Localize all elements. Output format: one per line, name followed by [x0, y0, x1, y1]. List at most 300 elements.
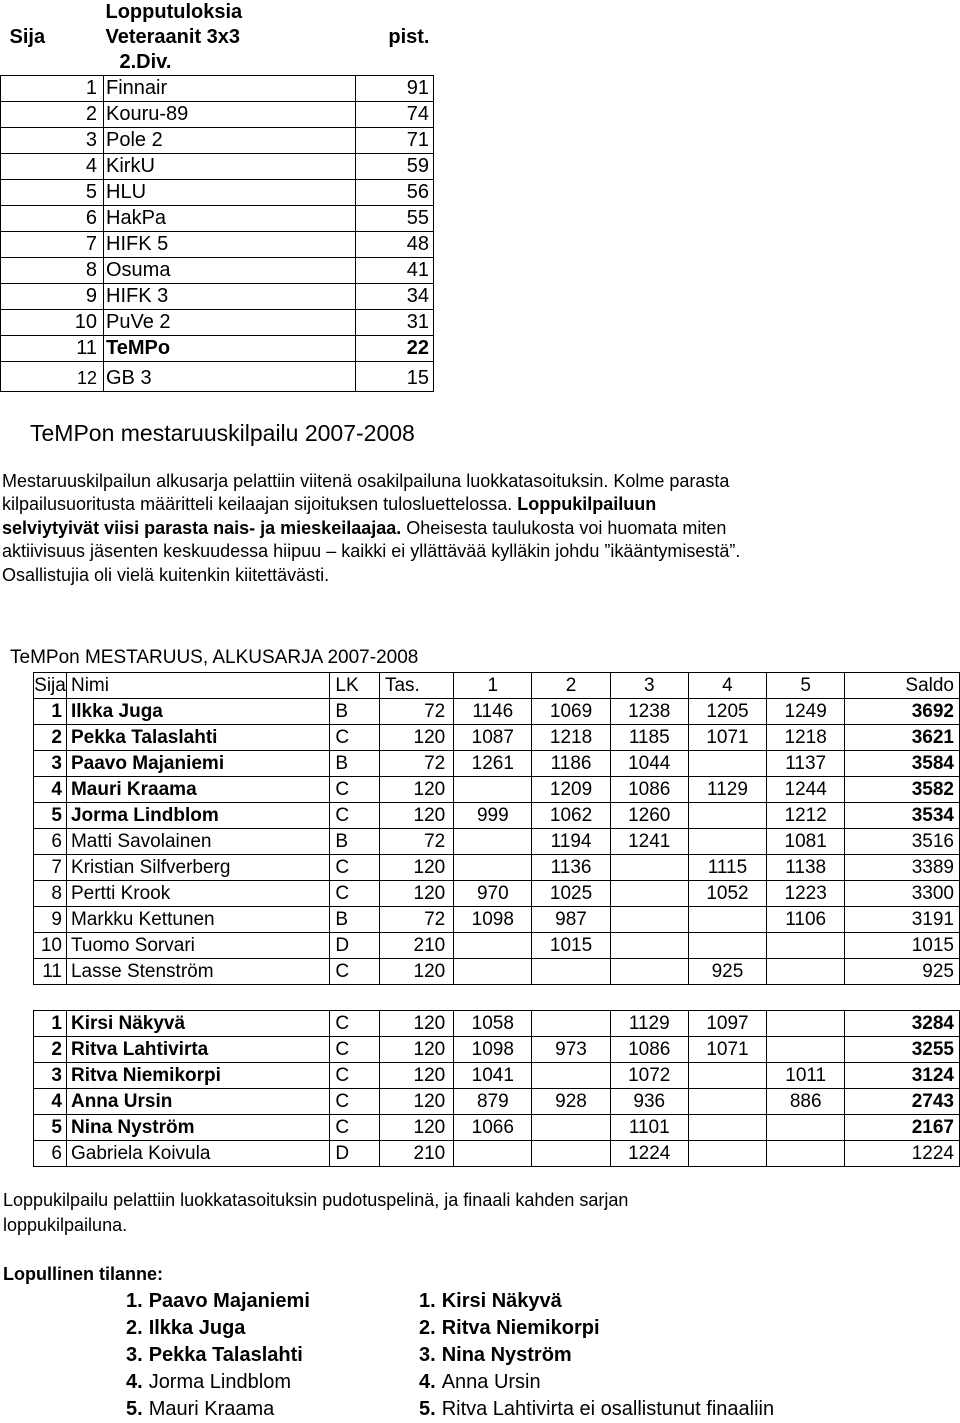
cell-place: 5	[34, 1115, 67, 1141]
cell-r2: 1194	[532, 829, 610, 855]
cell-place: 11	[34, 959, 67, 985]
cell-tas: 120	[379, 1011, 453, 1037]
results-place: 1	[1, 76, 104, 102]
championship-table	[33, 672, 960, 1167]
results-header-series: Veteraanit 3x3	[105, 26, 241, 48]
cell-saldo: 3255	[845, 1037, 960, 1063]
cell-r5: 1223	[767, 881, 845, 907]
results-team: Pole 2	[104, 128, 356, 154]
cell-r3	[610, 933, 688, 959]
final-standing-men	[126, 1288, 310, 1423]
cell-r5: 1137	[767, 751, 845, 777]
column-header: Nimi	[66, 673, 329, 699]
results-row	[1, 206, 434, 232]
cell-r3: 1238	[610, 699, 688, 725]
column-header: 2	[532, 673, 610, 699]
standing-number: 2.	[126, 1317, 143, 1339]
standing-entry	[419, 1369, 774, 1396]
cell-r3: 1044	[610, 751, 688, 777]
results-team: PuVe 2	[104, 310, 356, 336]
cell-r3	[610, 959, 688, 985]
cell-place: 6	[34, 1141, 67, 1167]
standing-entry	[126, 1369, 310, 1396]
men-row	[34, 699, 960, 725]
standing-name: Ritva Niemikorpi	[441, 1317, 600, 1339]
cell-r4	[688, 1141, 766, 1167]
cell-lk: C	[330, 1011, 380, 1037]
cell-lk: B	[330, 829, 380, 855]
cell-r1: 970	[454, 881, 532, 907]
cell-name: Ilkka Juga	[66, 699, 329, 725]
championship-title: TeMPon MESTARUUS, ALKUSARJA 2007-2008	[10, 647, 419, 668]
results-place: 9	[1, 284, 104, 310]
article-heading: TeMPon mestaruuskilpailu 2007-2008	[30, 420, 415, 446]
cell-r3: 1101	[610, 1115, 688, 1141]
cell-place: 3	[34, 751, 67, 777]
standing-name: Kirsi Näkyvä	[441, 1290, 562, 1312]
results-place: 10	[1, 310, 104, 336]
standing-title: Lopullinen tilanne:	[3, 1264, 163, 1284]
cell-r4	[688, 1115, 766, 1141]
cell-r2	[532, 1141, 610, 1167]
results-place: 12	[1, 362, 104, 392]
cell-r1	[454, 959, 532, 985]
women-row	[34, 1011, 960, 1037]
cell-r1	[454, 1141, 532, 1167]
cell-r5	[767, 1115, 845, 1141]
cell-tas: 210	[379, 1141, 453, 1167]
paragraph-segment: aktiivisuus jäsenten keskuudessa hiipuu – kaikki ei yllättävää kylläkin johdu ”ikääntymisestä”.	[2, 541, 741, 562]
cell-tas: 120	[379, 777, 453, 803]
cell-lk: C	[330, 881, 380, 907]
cell-tas: 72	[379, 751, 453, 777]
cell-tas: 120	[379, 1089, 453, 1115]
results-team: HIFK 3	[104, 284, 356, 310]
cell-place: 2	[34, 1037, 67, 1063]
standing-entry	[126, 1288, 310, 1315]
results-place: 8	[1, 258, 104, 284]
paragraph-line	[2, 517, 952, 540]
results-division: 2.Div.	[119, 51, 172, 73]
men-row	[34, 881, 960, 907]
paragraph-segment: Loppukilpailuun	[517, 494, 657, 515]
standing-name: Mauri Kraama	[148, 1398, 275, 1420]
paragraph-segment: Osallistujia oli vielä kuitenkin kiitettävästi.	[2, 564, 330, 585]
cell-saldo: 925	[845, 959, 960, 985]
cell-saldo: 1224	[845, 1141, 960, 1167]
results-points: 56	[356, 180, 434, 206]
cell-r5: 1081	[767, 829, 845, 855]
cell-r2	[532, 1011, 610, 1037]
cell-lk: C	[330, 1063, 380, 1089]
men-row	[34, 907, 960, 933]
cell-saldo: 1015	[845, 933, 960, 959]
cell-r2: 1209	[532, 777, 610, 803]
cell-r4	[688, 803, 766, 829]
results-row	[1, 310, 434, 336]
cell-name: Kirsi Näkyvä	[66, 1011, 329, 1037]
cell-place: 8	[34, 881, 67, 907]
cell-saldo: 3534	[845, 803, 960, 829]
women-row	[34, 1063, 960, 1089]
standing-name: Ritva Lahtivirta ei osallistunut finaaliin	[441, 1398, 775, 1420]
cell-r4: 1129	[688, 777, 766, 803]
cell-tas: 120	[379, 725, 453, 751]
cell-r3: 1224	[610, 1141, 688, 1167]
results-points: 71	[356, 128, 434, 154]
cell-r4: 1115	[688, 855, 766, 881]
results-row	[1, 258, 434, 284]
cell-lk: D	[330, 933, 380, 959]
results-team: HLU	[104, 180, 356, 206]
cell-r1: 1098	[454, 907, 532, 933]
cell-lk: C	[330, 803, 380, 829]
cell-saldo: 3584	[845, 751, 960, 777]
cell-r3: 1086	[610, 777, 688, 803]
cell-place: 4	[34, 1089, 67, 1115]
cell-r4	[688, 907, 766, 933]
cell-r2	[532, 1063, 610, 1089]
cell-saldo: 3124	[845, 1063, 960, 1089]
cell-place: 4	[34, 777, 67, 803]
standing-number: 1.	[419, 1290, 436, 1312]
column-header: 4	[688, 673, 766, 699]
column-header: Tas.	[379, 673, 453, 699]
results-row	[1, 102, 434, 128]
cell-saldo: 3284	[845, 1011, 960, 1037]
cell-r3: 1072	[610, 1063, 688, 1089]
cell-r1: 1041	[454, 1063, 532, 1089]
paragraph-line	[2, 564, 952, 587]
cell-saldo: 3300	[845, 881, 960, 907]
standing-name: Nina Nyström	[441, 1344, 572, 1366]
paragraph-line	[2, 470, 952, 493]
column-header: Sija	[34, 673, 67, 699]
cell-saldo: 3516	[845, 829, 960, 855]
cell-tas: 120	[379, 803, 453, 829]
cell-r4: 925	[688, 959, 766, 985]
cell-name: Kristian Silfverberg	[66, 855, 329, 881]
cell-place: 6	[34, 829, 67, 855]
cell-tas: 120	[379, 881, 453, 907]
cell-r2: 928	[532, 1089, 610, 1115]
cell-tas: 120	[379, 1115, 453, 1141]
results-row	[1, 128, 434, 154]
cell-name: Lasse Stenström	[66, 959, 329, 985]
cell-r3: 1260	[610, 803, 688, 829]
standing-name: Pekka Talaslahti	[148, 1344, 303, 1366]
women-row	[34, 1141, 960, 1167]
cell-r5	[767, 933, 845, 959]
results-row	[1, 76, 434, 102]
cell-r5	[767, 1037, 845, 1063]
standing-entry	[419, 1315, 774, 1342]
cell-lk: C	[330, 725, 380, 751]
cell-lk: C	[330, 959, 380, 985]
cell-saldo: 2167	[845, 1115, 960, 1141]
cell-name: Mauri Kraama	[66, 777, 329, 803]
results-team: KirkU	[104, 154, 356, 180]
men-row	[34, 725, 960, 751]
cell-name: Markku Kettunen	[66, 907, 329, 933]
cell-r1	[454, 933, 532, 959]
cell-place: 10	[34, 933, 67, 959]
results-points: 59	[356, 154, 434, 180]
cell-r2: 1069	[532, 699, 610, 725]
standing-number: 3.	[419, 1344, 436, 1366]
results-points: 22	[356, 336, 434, 362]
cell-name: Nina Nyström	[66, 1115, 329, 1141]
results-row	[1, 180, 434, 206]
cell-r5: 1249	[767, 699, 845, 725]
men-row	[34, 803, 960, 829]
results-place: 7	[1, 232, 104, 258]
cell-r5: 1212	[767, 803, 845, 829]
results-points: 74	[356, 102, 434, 128]
cell-saldo: 3389	[845, 855, 960, 881]
cell-tas: 72	[379, 907, 453, 933]
finals-note	[3, 1188, 628, 1238]
cell-r1	[454, 855, 532, 881]
women-row	[34, 1037, 960, 1063]
cell-r2	[532, 1115, 610, 1141]
cell-lk: B	[330, 907, 380, 933]
cell-r2: 1136	[532, 855, 610, 881]
cell-tas: 120	[379, 855, 453, 881]
cell-lk: C	[330, 1089, 380, 1115]
cell-saldo: 3191	[845, 907, 960, 933]
cell-place: 9	[34, 907, 67, 933]
standing-name: Anna Ursin	[441, 1371, 541, 1393]
cell-tas: 120	[379, 1063, 453, 1089]
cell-r5: 1218	[767, 725, 845, 751]
standing-number: 5.	[419, 1398, 436, 1420]
standing-name: Ilkka Juga	[148, 1317, 246, 1339]
results-place: 3	[1, 128, 104, 154]
cell-r1: 1066	[454, 1115, 532, 1141]
women-row	[34, 1115, 960, 1141]
cell-r2: 987	[532, 907, 610, 933]
cell-lk: B	[330, 699, 380, 725]
results-team: Kouru-89	[104, 102, 356, 128]
results-header-points: pist.	[388, 26, 430, 48]
standing-number: 4.	[419, 1371, 436, 1393]
finals-note-line: Loppukilpailu pelattiin luokkatasoituksin pudotuspelinä, ja finaali kahden sarjan	[3, 1190, 629, 1210]
standing-entry	[126, 1315, 310, 1342]
cell-r5: 1106	[767, 907, 845, 933]
cell-name: Ritva Lahtivirta	[66, 1037, 329, 1063]
cell-r4	[688, 933, 766, 959]
cell-r4: 1071	[688, 725, 766, 751]
cell-r5: 1138	[767, 855, 845, 881]
cell-r3	[610, 855, 688, 881]
cell-r5	[767, 959, 845, 985]
results-points: 34	[356, 284, 434, 310]
cell-tas: 210	[379, 933, 453, 959]
cell-r1: 1261	[454, 751, 532, 777]
cell-r4	[688, 751, 766, 777]
cell-saldo: 3692	[845, 699, 960, 725]
results-points: 15	[356, 362, 434, 392]
cell-name: Paavo Majaniemi	[66, 751, 329, 777]
cell-r4	[688, 1089, 766, 1115]
cell-saldo: 3621	[845, 725, 960, 751]
cell-r2: 1025	[532, 881, 610, 907]
cell-place: 1	[34, 1011, 67, 1037]
cell-r2: 1218	[532, 725, 610, 751]
cell-r4: 1071	[688, 1037, 766, 1063]
cell-r3: 936	[610, 1089, 688, 1115]
men-row	[34, 933, 960, 959]
cell-saldo: 2743	[845, 1089, 960, 1115]
cell-name: Ritva Niemikorpi	[66, 1063, 329, 1089]
cell-name: Matti Savolainen	[66, 829, 329, 855]
cell-r3	[610, 907, 688, 933]
cell-place: 3	[34, 1063, 67, 1089]
results-title: Lopputuloksia	[105, 1, 243, 23]
cell-r2: 1062	[532, 803, 610, 829]
cell-r3: 1129	[610, 1011, 688, 1037]
standing-number: 2.	[419, 1317, 436, 1339]
standing-name: Jorma Lindblom	[148, 1371, 291, 1393]
results-team: HakPa	[104, 206, 356, 232]
standing-entry	[419, 1288, 774, 1315]
cell-r3: 1241	[610, 829, 688, 855]
standing-number: 4.	[126, 1371, 143, 1393]
cell-lk: C	[330, 855, 380, 881]
cell-r5	[767, 1011, 845, 1037]
cell-r2	[532, 959, 610, 985]
results-points: 55	[356, 206, 434, 232]
results-team: TeMPo	[104, 336, 356, 362]
results-place: 6	[1, 206, 104, 232]
results-place: 4	[1, 154, 104, 180]
results-points: 48	[356, 232, 434, 258]
paragraph-segment: Oheisesta taulukosta voi huomata miten	[401, 517, 727, 538]
results-team: Finnair	[104, 76, 356, 102]
results-team: Osuma	[104, 258, 356, 284]
cell-r1: 1087	[454, 725, 532, 751]
cell-tas: 120	[379, 959, 453, 985]
cell-r5: 1244	[767, 777, 845, 803]
cell-name: Gabriela Koivula	[66, 1141, 329, 1167]
results-place: 2	[1, 102, 104, 128]
results-row	[1, 336, 434, 362]
article-paragraph	[2, 470, 952, 587]
cell-r2: 1015	[532, 933, 610, 959]
cell-place: 5	[34, 803, 67, 829]
results-points: 91	[356, 76, 434, 102]
cell-lk: D	[330, 1141, 380, 1167]
cell-r5: 1011	[767, 1063, 845, 1089]
cell-r1: 1058	[454, 1011, 532, 1037]
standing-number: 3.	[126, 1344, 143, 1366]
paragraph-line	[2, 493, 952, 516]
results-header-place: Sija	[9, 26, 46, 48]
cell-tas: 72	[379, 829, 453, 855]
paragraph-segment: Mestaruuskilpailun alkusarja pelattiin viitenä osakilpailuna luokkatasoituksin. Kolme parasta	[2, 471, 730, 491]
standing-number: 5.	[126, 1398, 143, 1420]
cell-lk: B	[330, 751, 380, 777]
results-row	[1, 154, 434, 180]
cell-name: Pertti Krook	[66, 881, 329, 907]
men-row	[34, 855, 960, 881]
cell-name: Pekka Talaslahti	[66, 725, 329, 751]
cell-tas: 72	[379, 699, 453, 725]
cell-r2: 973	[532, 1037, 610, 1063]
men-row	[34, 777, 960, 803]
cell-r1	[454, 829, 532, 855]
column-header: 1	[454, 673, 532, 699]
cell-r4	[688, 829, 766, 855]
results-row	[1, 362, 434, 392]
results-row	[1, 284, 434, 310]
paragraph-segment: kilpailusuoritusta määritteli keilaajan sijoituksen tulosluettelossa.	[2, 494, 518, 515]
cell-r1: 999	[454, 803, 532, 829]
cell-r3: 1086	[610, 1037, 688, 1063]
results-points: 41	[356, 258, 434, 284]
final-standing-women	[419, 1288, 774, 1423]
results-team: HIFK 5	[104, 232, 356, 258]
results-team: GB 3	[104, 362, 356, 392]
finals-note-line: loppukilpailuna.	[3, 1215, 128, 1235]
cell-lk: C	[330, 1115, 380, 1141]
women-row	[34, 1089, 960, 1115]
cell-r5	[767, 1141, 845, 1167]
cell-r3: 1185	[610, 725, 688, 751]
standing-entry	[419, 1342, 774, 1369]
cell-lk: C	[330, 1037, 380, 1063]
cell-name: Jorma Lindblom	[66, 803, 329, 829]
results-place: 11	[1, 336, 104, 362]
cell-r3	[610, 881, 688, 907]
championship-header-row	[34, 673, 960, 699]
cell-r5: 886	[767, 1089, 845, 1115]
cell-name: Tuomo Sorvari	[66, 933, 329, 959]
column-header: 3	[610, 673, 688, 699]
cell-name: Anna Ursin	[66, 1089, 329, 1115]
standing-entry	[419, 1396, 774, 1423]
column-header: LK	[330, 673, 380, 699]
table-gap	[34, 985, 960, 1011]
standing-number: 1.	[126, 1290, 143, 1312]
cell-r4: 1205	[688, 699, 766, 725]
cell-saldo: 3582	[845, 777, 960, 803]
cell-r1: 1098	[454, 1037, 532, 1063]
cell-place: 7	[34, 855, 67, 881]
men-row	[34, 959, 960, 985]
cell-r4	[688, 1063, 766, 1089]
standing-entry	[126, 1396, 310, 1423]
cell-lk: C	[330, 777, 380, 803]
results-points: 31	[356, 310, 434, 336]
cell-place: 2	[34, 725, 67, 751]
paragraph-line	[2, 540, 952, 563]
standing-entry	[126, 1342, 310, 1369]
cell-r4: 1097	[688, 1011, 766, 1037]
results-table	[0, 0, 434, 392]
standing-name: Paavo Majaniemi	[148, 1290, 310, 1312]
results-place: 5	[1, 180, 104, 206]
men-row	[34, 751, 960, 777]
cell-place: 1	[34, 699, 67, 725]
paragraph-segment: selviytyivät viisi parasta nais- ja mieskeilaajaa.	[2, 517, 402, 538]
cell-tas: 120	[379, 1037, 453, 1063]
cell-r2: 1186	[532, 751, 610, 777]
column-header: Saldo	[845, 673, 960, 699]
cell-r1: 879	[454, 1089, 532, 1115]
cell-r1	[454, 777, 532, 803]
